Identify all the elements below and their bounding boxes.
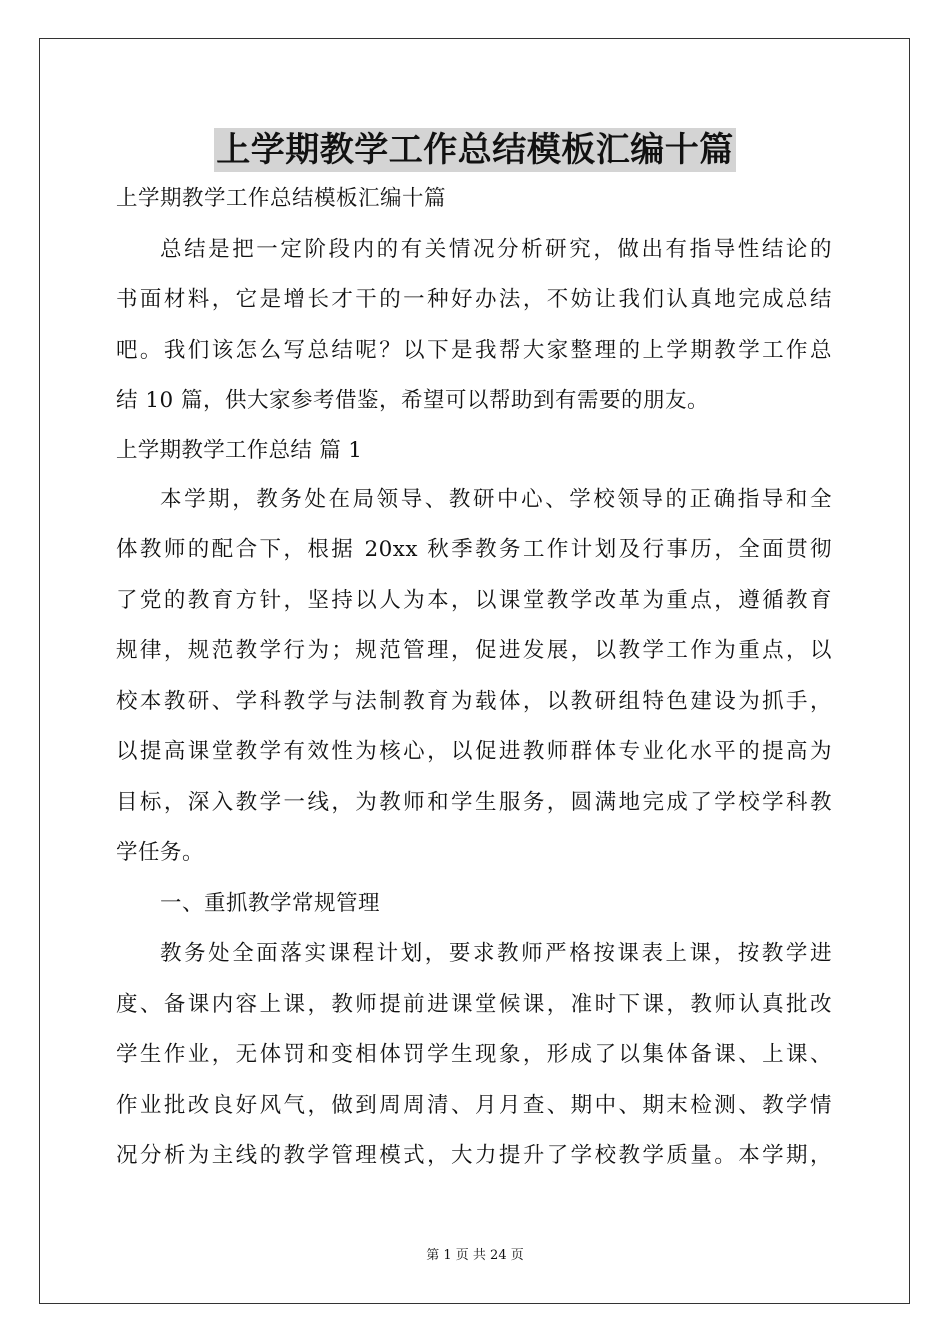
document-subtitle: 上学期教学工作总结模板汇编十篇: [116, 186, 447, 211]
subsection-heading: 一、重抓教学常规管理: [160, 890, 381, 916]
section-line: 了党的教育方针，坚持以人为本，以课堂教学改革为重点，遵循教育: [116, 587, 832, 613]
subsection-line: 度、备课内容上课，教师提前进课堂候课，准时下课，教师认真批改: [116, 991, 832, 1017]
section-heading: 上学期教学工作总结 篇 1: [116, 437, 363, 463]
document-title: [0, 128, 950, 172]
section-line: 本学期，教务处在局领导、教研中心、学校领导的正确指导和全: [160, 486, 832, 512]
section-line: 目标，深入教学一线，为教师和学生服务，圆满地完成了学校学科教: [116, 789, 832, 815]
page-footer: 第 1 页 共 24 页: [426, 1248, 524, 1263]
section-line: 以提高课堂教学有效性为核心，以促进教师群体专业化水平的提高为: [116, 739, 832, 764]
intro-line: 结 10 篇，供大家参考借鉴，希望可以帮助到有需要的朋友。: [116, 388, 710, 413]
intro-line: 书面材料，它是增长才干的一种好办法，不妨让我们认真地完成总结: [116, 287, 832, 312]
subsection-line: 学生作业，无体罚和变相体罚学生现象，形成了以集体备课、上课、: [116, 1042, 832, 1067]
subsection-line: 作业批改良好风气，做到周周清、月月查、期中、期末检测、教学情: [116, 1092, 832, 1118]
subsection-line: 教务处全面落实课程计划，要求教师严格按课表上课，按教学进: [160, 941, 832, 966]
document-title-text: 上学期教学工作总结模板汇编十篇: [216, 130, 734, 170]
section-line: 规律，规范教学行为；规范管理，促进发展，以教学工作为重点，以: [116, 638, 832, 663]
subsection-line: 况分析为主线的教学管理模式，大力提升了学校教学质量。本学期，: [116, 1143, 832, 1168]
section-line: 校本教研、学科教学与法制教育为载体，以教研组特色建设为抓手，: [116, 688, 832, 714]
section-line: 体教师的配合下，根据 20xx 秋季教务工作计划及行事历，全面贯彻: [116, 537, 832, 562]
intro-line: 总结是把一定阶段内的有关情况分析研究，做出有指导性结论的: [160, 236, 832, 262]
intro-line: 吧。我们该怎么写总结呢？以下是我帮大家整理的上学期教学工作总: [116, 337, 832, 363]
section-line: 学任务。: [116, 840, 205, 865]
document-body: [116, 174, 832, 1182]
